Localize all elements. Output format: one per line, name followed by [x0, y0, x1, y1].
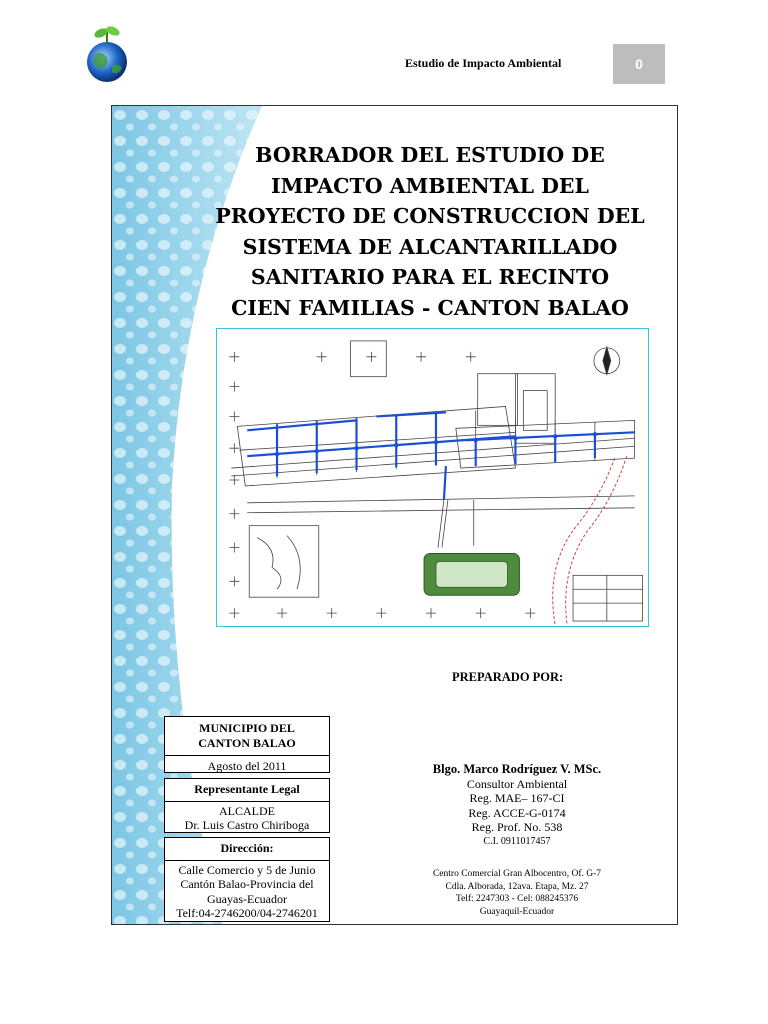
consultant-id: C.I. 0911017457: [483, 835, 551, 847]
document-date: Agosto del 2011: [207, 759, 287, 773]
page-number-badge: 0: [613, 44, 665, 84]
consultant-city: Guayaquil-Ecuador: [479, 906, 555, 917]
title-line: PROYECTO DE CONSTRUCCION DEL: [215, 204, 645, 228]
consultant-registration: Reg. Prof. No. 538: [471, 820, 563, 834]
consultant-address: [402, 868, 632, 918]
header-title: Estudio de Impacto Ambiental: [405, 56, 562, 70]
title-line: BORRADOR DEL ESTUDIO DE: [255, 143, 605, 167]
address-line: Calle Comercio y 5 de Junio: [178, 862, 316, 877]
cover-frame: [111, 105, 678, 925]
address-phone: Telf:04-2746200/04-2746201: [176, 906, 318, 920]
legal-rep-label: Representante Legal: [194, 782, 300, 796]
legal-rep-name: Dr. Luis Castro Chiriboga: [184, 818, 310, 832]
consultant-registration: Reg. ACCE-G-0174: [468, 805, 566, 820]
consultant-address-line: Cdla. Alborada, 12ava. Etapa, Mz. 27: [445, 881, 589, 892]
address-line: Guayas-Ecuador: [207, 891, 287, 906]
consultant-phone: Telf: 2247303 - Cel: 088245376: [455, 894, 579, 904]
municipality-box: [164, 716, 330, 773]
legal-representative-box: [164, 778, 330, 833]
title-line: IMPACTO AMBIENTAL DEL: [271, 173, 589, 198]
address-line: Cantón Balao-Provincia del: [180, 877, 314, 891]
consultant-block: [412, 762, 622, 849]
municipality-name-line: CANTON BALAO: [198, 735, 296, 750]
globe-plant-logo-icon: [82, 22, 132, 84]
title-line: SANITARIO PARA EL RECINTO: [250, 265, 610, 289]
prepared-by-label: PREPARADO POR:: [452, 670, 564, 684]
address-label: Dirección:: [220, 841, 274, 855]
sewer-plan-drawing: [216, 328, 649, 627]
consultant-registration: Reg. MAE– 167-CI: [469, 791, 565, 805]
municipality-name-line: MUNICIPIO DEL: [199, 721, 295, 735]
consultant-role: Consultor Ambiental: [466, 776, 568, 791]
title-line: CIEN FAMILIAS - CANTON BALAO: [231, 295, 629, 320]
legal-rep-role: ALCALDE: [219, 803, 275, 818]
address-box: [164, 837, 330, 922]
consultant-name: Blgo. Marco Rodríguez V. MSc.: [432, 762, 602, 776]
document-title: [200, 140, 660, 323]
title-line: SISTEMA DE ALCANTARILLADO: [242, 234, 618, 259]
consultant-address-line: Centro Comercial Gran Albocentro, Of. G-7: [432, 869, 602, 879]
